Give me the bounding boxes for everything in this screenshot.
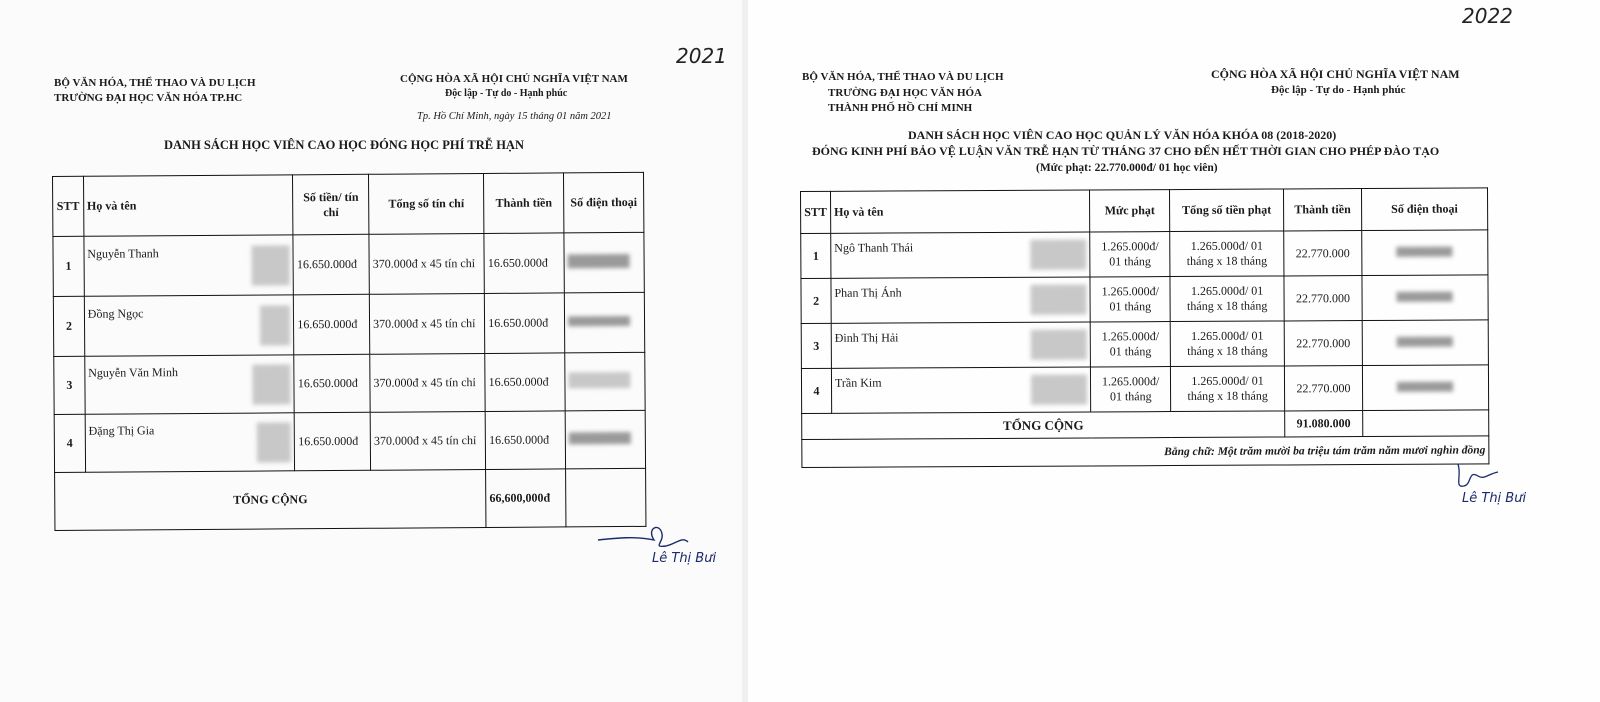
total-empty-cell (1362, 410, 1488, 437)
date-line: Tp. Hồ Chí Minh, ngày 15 tháng 01 năm 2021 (417, 111, 612, 122)
signature-text: Lê Thị Bưi (1462, 491, 1527, 506)
year-handwritten-note: 2022 (1462, 4, 1513, 28)
row-amount: 22.770.000 (1284, 321, 1362, 366)
row-phone (565, 410, 645, 469)
document-page-2022 (748, 0, 1600, 702)
republic-header: CỘNG HÒA XÃ HỘI CHỦ NGHĨA VIỆT NAM (1211, 67, 1460, 81)
redacted-name (1031, 240, 1087, 270)
table-row (801, 320, 1488, 369)
row-phone (565, 352, 645, 411)
redacted-phone (1397, 336, 1453, 346)
row-amount: 16.650.000đ (484, 233, 564, 294)
redacted-name (257, 422, 291, 462)
redacted-phone (1397, 381, 1453, 391)
redacted-name (253, 364, 291, 404)
redacted-phone (568, 371, 630, 387)
col-per-credit: Số tiền/ tín chỉ (293, 174, 369, 235)
city-name: THÀNH PHỐ HỒ CHÍ MINH (828, 102, 973, 114)
table-row (801, 275, 1488, 324)
row-stt: 3 (801, 323, 831, 368)
table-header-row (801, 188, 1488, 234)
row-rate: 1.265.000đ/ 01 tháng (1090, 232, 1170, 277)
row-phone (1362, 320, 1488, 366)
row-per-credit: 16.650.000đ (294, 354, 370, 413)
redacted-name (1031, 374, 1087, 404)
signature (596, 518, 746, 568)
row-total-penalty: 1.265.000đ/ 01 tháng x 18 tháng (1170, 366, 1284, 412)
redacted-name (252, 245, 290, 285)
row-name: Trần Kim (831, 367, 1091, 413)
row-amount: 16.650.000đ (485, 293, 565, 354)
row-stt: 4 (54, 414, 85, 472)
row-name: Nguyễn Thanh (84, 235, 294, 296)
redacted-name (1031, 329, 1087, 359)
col-phone: Số điện thoại (1361, 188, 1487, 231)
signature (1448, 458, 1558, 508)
row-stt: 1 (53, 236, 84, 296)
row-phone (1362, 230, 1488, 276)
redacted-phone (1397, 291, 1453, 301)
republic-header: CỘNG HÒA XÃ HỘI CHỦ NGHĨA VIỆT NAM (400, 73, 628, 85)
row-total-penalty: 1.265.000đ/ 01 tháng x 18 tháng (1170, 231, 1284, 277)
row-amount: 16.650.000đ (485, 353, 565, 412)
row-stt: 3 (54, 356, 85, 414)
signature-text: Lê Thị Bưi (652, 551, 717, 566)
penalty-rate: (Mức phạt: 22.770.000đ/ 01 học viên) (1036, 162, 1218, 174)
row-phone (564, 292, 644, 353)
col-amount: Thành tiền (1284, 189, 1362, 231)
row-name: Đinh Thị Hải (831, 322, 1091, 368)
row-stt: 2 (801, 278, 831, 323)
amount-in-words-row (802, 436, 1489, 468)
table-row (801, 365, 1488, 414)
row-per-credit: 16.650.000đ (293, 234, 369, 295)
table-row (54, 410, 645, 472)
total-value: 91.080.000 (1285, 411, 1363, 437)
row-name: Phan Thị Ánh (831, 277, 1091, 323)
row-phone (564, 232, 644, 293)
col-rate: Mức phạt (1090, 190, 1170, 232)
redacted-name (1031, 284, 1087, 314)
row-per-credit: 16.650.000đ (295, 412, 371, 471)
row-name: Đồng Ngọc (84, 295, 294, 356)
total-label: TỔNG CỘNG (802, 411, 1285, 440)
ministry-name: BỘ VĂN HÓA, THỂ THAO VÀ DU LỊCH (54, 77, 256, 89)
row-amount: 16.650.000đ (485, 411, 565, 470)
ministry-name: BỘ VĂN HÓA, THỂ THAO VÀ DU LỊCH (802, 71, 1004, 83)
university-name: TRƯỜNG ĐẠI HỌC VĂN HÓA TP.HC (54, 92, 243, 104)
row-rate: 1.265.000đ/ 01 tháng (1091, 322, 1171, 367)
total-value: 66,600,000đ (486, 469, 566, 528)
amount-in-words: Bằng chữ: Một trăm mười ba triệu tám trăm năm mươi nghìn đồng (802, 436, 1489, 468)
table-row (53, 292, 644, 356)
penalty-table (800, 187, 1489, 468)
row-amount: 22.770.000 (1284, 231, 1362, 276)
motto: Độc lập - Tự do - Hạnh phúc (1271, 84, 1406, 96)
redacted-phone (568, 253, 630, 267)
total-label: TỔNG CỘNG (55, 469, 487, 530)
row-name: Đặng Thị Gia (85, 413, 295, 472)
row-stt: 2 (53, 296, 84, 356)
row-phone (1362, 275, 1488, 321)
row-amount: 22.770.000 (1285, 366, 1363, 411)
row-name: Ngô Thanh Thái (831, 232, 1091, 278)
redacted-name (260, 305, 290, 345)
row-stt: 4 (801, 368, 831, 413)
row-per-credit: 16.650.000đ (294, 294, 370, 355)
col-amount: Thành tiền (484, 173, 564, 234)
row-credits: 370.000đ x 45 tín chỉ (369, 293, 485, 354)
document-page-2021 (0, 0, 742, 702)
year-handwritten-note: 2021 (676, 44, 727, 68)
redacted-phone (569, 431, 631, 443)
row-rate: 1.265.000đ/ 01 tháng (1091, 367, 1171, 412)
document-title-line1: DANH SÁCH HỌC VIÊN CAO HỌC QUẢN LÝ VĂN HÓA KHÓA 08 (2018-2020) (908, 128, 1337, 142)
col-stt: STT (53, 176, 84, 236)
table-row (54, 352, 645, 414)
row-credits: 370.000đ x 45 tín chỉ (370, 353, 486, 412)
redacted-phone (1397, 246, 1453, 256)
col-name: Họ và tên (83, 175, 293, 236)
redacted-phone (568, 316, 630, 326)
total-row (55, 468, 646, 530)
fee-table (52, 172, 646, 531)
document-title: DANH SÁCH HỌC VIÊN CAO HỌC ĐÓNG HỌC PHÍ TRỄ HẠN (164, 138, 524, 152)
col-phone: Số điện thoại (564, 172, 644, 233)
motto: Độc lập - Tự do - Hạnh phúc (445, 88, 568, 99)
row-amount: 22.770.000 (1284, 276, 1362, 321)
col-name: Họ và tên (830, 190, 1090, 233)
row-total-penalty: 1.265.000đ/ 01 tháng x 18 tháng (1170, 276, 1284, 322)
table-header-row (53, 172, 644, 236)
row-total-penalty: 1.265.000đ/ 01 tháng x 18 tháng (1170, 321, 1284, 367)
table-row (801, 230, 1488, 279)
col-total-penalty: Tổng số tiền phạt (1170, 189, 1284, 232)
row-stt: 1 (801, 233, 831, 278)
col-stt: STT (801, 191, 831, 233)
row-credits: 370.000đ x 45 tín chỉ (369, 233, 485, 294)
table-row (53, 232, 644, 296)
row-phone (1362, 365, 1488, 411)
col-credits: Tổng số tín chỉ (369, 173, 485, 234)
row-rate: 1.265.000đ/ 01 tháng (1090, 277, 1170, 322)
university-name: TRƯỜNG ĐẠI HỌC VĂN HÓA (828, 87, 983, 99)
total-row (802, 410, 1489, 440)
row-credits: 370.000đ x 45 tín chỉ (370, 411, 486, 470)
document-title-line2: ĐÓNG KINH PHÍ BẢO VỆ LUẬN VĂN TRỄ HẠN TỪ THÁNG 37 CHO ĐẾN HẾT THỜI GIAN CHO PHÉP ĐÀO TẠO (812, 144, 1440, 158)
row-name: Nguyễn Văn Minh (85, 355, 295, 414)
